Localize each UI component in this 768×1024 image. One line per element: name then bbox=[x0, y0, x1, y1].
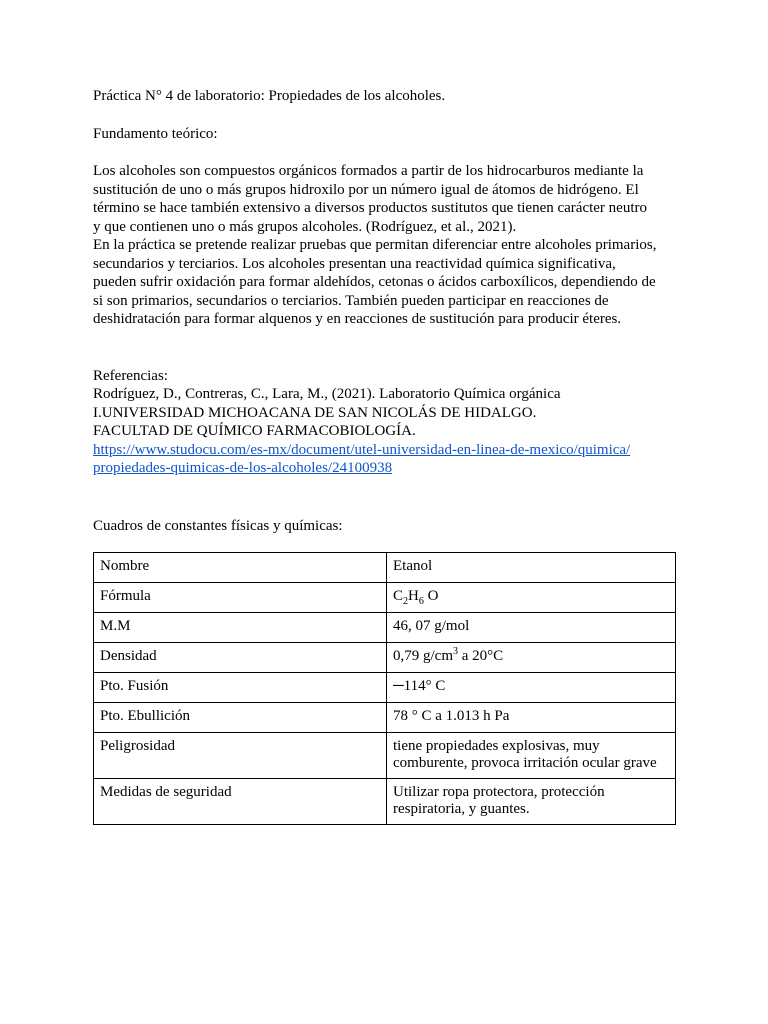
reference-link-line[interactable]: https://www.studocu.com/es-mx/document/utel-universidad-en-linea-de-mexico/quimica/ bbox=[93, 441, 631, 458]
property-label: Peligrosidad bbox=[94, 733, 387, 779]
document-title: Práctica N° 4 de laboratorio: Propiedades de los alcoholes. bbox=[93, 88, 446, 104]
value-line: Utilizar ropa protectora, protección bbox=[393, 784, 605, 800]
text-line: secundarios y terciarios. Los alcoholes presentan una reactividad química significativa, bbox=[93, 255, 616, 272]
text-line: sustitución de uno o más grupos hidroxilo por un número igual de átomos de hidrógeno. El bbox=[93, 181, 639, 198]
table-row bbox=[94, 673, 676, 703]
densidad-superscript: 3 bbox=[453, 646, 458, 657]
reference-link[interactable] bbox=[93, 441, 683, 478]
property-value bbox=[387, 733, 676, 779]
value-line: respiratoria, y guantes. bbox=[393, 800, 530, 817]
property-value bbox=[387, 583, 676, 613]
reference-link-line[interactable]: propiedades-quimicas-de-los-alcoholes/24100938 bbox=[93, 460, 393, 476]
table-row bbox=[94, 613, 676, 643]
value-line: comburente, provoca irritación ocular grave bbox=[393, 754, 657, 771]
densidad-post: a 20°C bbox=[458, 648, 504, 664]
text-line: deshidratación para formar alquenos y en reacciones de sustitución para producir éteres. bbox=[93, 311, 622, 327]
formula-h-subscript: 6 bbox=[418, 596, 424, 607]
paragraph-2 bbox=[93, 236, 683, 329]
table-row bbox=[94, 703, 676, 733]
formula-o: O bbox=[423, 588, 439, 604]
document-page bbox=[93, 87, 683, 825]
text-line: si son primarios, secundarios o terciarios. También pueden participar en reacciones de bbox=[93, 292, 609, 309]
property-label: Densidad bbox=[94, 643, 387, 673]
table-row bbox=[94, 643, 676, 673]
fundamento-heading: Fundamento teórico: bbox=[93, 125, 218, 142]
property-value: 78 ° C a 1.013 h Pa bbox=[387, 703, 676, 733]
references-section bbox=[93, 367, 683, 478]
text-line: Los alcoholes son compuestos orgánicos formados a partir de los hidrocarburos mediante la bbox=[93, 163, 644, 179]
reference-line: Rodríguez, D., Contreras, C., Lara, M., (2021). Laboratorio Química orgánica bbox=[93, 386, 561, 402]
property-label: Pto. Fusión bbox=[94, 673, 387, 703]
formula-c-subscript: 2 bbox=[403, 596, 409, 607]
property-label: Pto. Ebullición bbox=[94, 703, 387, 733]
property-label: Fórmula bbox=[94, 583, 387, 613]
table-row bbox=[94, 779, 676, 825]
property-value: 46, 07 g/mol bbox=[387, 613, 676, 643]
text-line: y que contienen uno o más grupos alcoholes. (Rodríguez, et al., 2021). bbox=[93, 218, 517, 235]
property-value: Etanol bbox=[387, 553, 676, 583]
table-row bbox=[94, 733, 676, 779]
text-line: término se hace también extensivo a diversos productos sustitutos que tienen carácter neutro bbox=[93, 200, 647, 216]
fundamento-body bbox=[93, 162, 683, 329]
constants-table bbox=[93, 552, 676, 825]
property-value bbox=[387, 643, 676, 673]
formula-h: H bbox=[408, 588, 419, 604]
cuadros-heading: Cuadros de constantes físicas y químicas: bbox=[93, 517, 343, 534]
value-line: tiene propiedades explosivas, muy bbox=[393, 738, 600, 754]
text-line: pueden sufrir oxidación para formar aldehídos, cetonas o ácidos carboxílicos, dependiendo de bbox=[93, 274, 656, 290]
property-value bbox=[387, 779, 676, 825]
reference-line: FACULTAD DE QUÍMICO FARMACOBIOLOGÍA. bbox=[93, 423, 416, 439]
property-label: Medidas de seguridad bbox=[94, 779, 387, 825]
formula-c: C bbox=[393, 588, 404, 604]
text-line: En la práctica se pretende realizar pruebas que permitan diferenciar entre alcoholes primarios, bbox=[93, 237, 657, 253]
densidad-pre: 0,79 g/cm bbox=[393, 648, 453, 664]
referencias-heading: Referencias: bbox=[93, 367, 168, 384]
table-row bbox=[94, 583, 676, 613]
paragraph-1 bbox=[93, 162, 683, 236]
property-value: ─114° C bbox=[387, 673, 676, 703]
reference-line: I.UNIVERSIDAD MICHOACANA DE SAN NICOLÁS DE HIDALGO. bbox=[93, 404, 537, 421]
property-label: Nombre bbox=[94, 553, 387, 583]
table-row bbox=[94, 553, 676, 583]
property-label: M.M bbox=[94, 613, 387, 643]
